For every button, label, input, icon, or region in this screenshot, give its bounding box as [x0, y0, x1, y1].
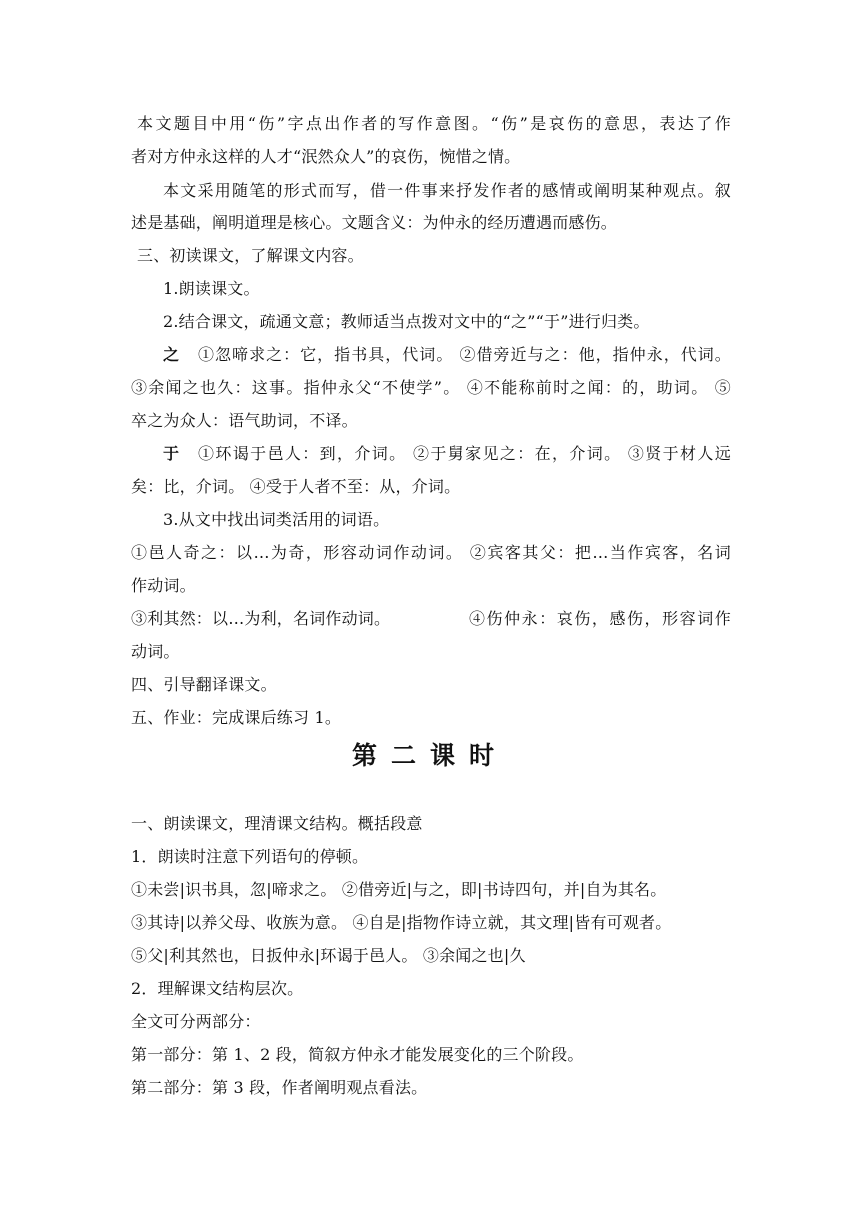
paragraph-text: ④伤仲永：哀伤，感伤，形容词作: [469, 609, 731, 628]
list-item: 1.朗读课文。: [163, 279, 260, 298]
paragraph-text: ③其诗|以养父母、收族为意。 ④自是|指物作诗立就，其文理|皆有可观者。: [131, 913, 672, 932]
zhi-label: 之: [163, 345, 180, 364]
paragraph-text: 矣：比，介词。 ④受于人者不至：从，介词。: [131, 477, 461, 496]
list-item: 2.结合课文，疏通文意；教师适当点拨对文中的“之”“于”进行归类。: [163, 312, 650, 331]
paragraph-text: ①邑人奇之：以…为奇，形容动词作动词。 ②宾客其父：把…当作宾客，名词: [131, 543, 731, 562]
section-heading: 五、作业：完成课后练习 1。: [131, 708, 342, 727]
paragraph-text: ①环谒于邑人：到，介词。 ②于舅家见之：在，介词。 ③贤于材人远: [198, 444, 731, 463]
list-item: 3.从文中找出词类活用的词语。: [163, 510, 390, 529]
paragraph-text: 动词。: [131, 642, 180, 661]
paragraph-text: 述是基础，阐明道理是核心。文题含义：为仲永的经历遭遇而感伤。: [131, 213, 618, 232]
yu-label: 于: [163, 444, 180, 463]
paragraph-text: 第一部分：第 1、2 段，简叙方仲永才能发展变化的三个阶段。: [131, 1045, 584, 1064]
paragraph-text: ③利其然：以…为利，名词作动词。: [131, 609, 391, 628]
paragraph-text: 卒之为众人：语气助词，不译。: [131, 411, 358, 430]
list-item: 1．朗读时注意下列语句的停顿。: [131, 847, 369, 866]
paragraph-text: 全文可分两部分：: [131, 1012, 261, 1031]
paragraph-text: 作动词。: [131, 576, 196, 595]
section-heading: 三、初读课文，了解课文内容。: [137, 246, 364, 265]
paragraph-text: 本文采用随笔的形式而写，借一件事来抒发作者的感情或阐明某种观点。叙: [163, 181, 731, 200]
paragraph-text: 第二部分：第 3 段，作者阐明观点看法。: [131, 1078, 428, 1097]
list-item: 2．理解课文结构层次。: [131, 979, 304, 998]
section-heading: 四、引导翻译课文。: [131, 675, 277, 694]
paragraph-text: 者对方仲永这样的人才“泯然众人”的哀伤，惋惜之情。: [131, 147, 521, 166]
paragraph-text: ①未尝|识书具，忽|啼求之。 ②借旁近|与之，即|书诗四句，并|自为其名。: [131, 880, 667, 899]
paragraph-text: ①忽啼求之：它，指书具，代词。 ②借旁近与之：他，指仲永，代词。: [198, 345, 731, 364]
section-heading: 一、朗读课文，理清课文结构。概括段意: [131, 814, 423, 833]
paragraph-text: ③余闻之也久：这事。指仲永父“不使学”。 ④不能称前时之闻：的，助词。 ⑤: [131, 378, 731, 397]
lesson-heading: 第二课时: [351, 741, 508, 770]
paragraph-text: 本文题目中用“伤”字点出作者的写作意图。“伤”是哀伤的意思，表达了作: [137, 114, 731, 133]
paragraph-text: ⑤父|利其然也，日扳仲永|环谒于邑人。 ③余闻之也|久: [131, 946, 526, 965]
